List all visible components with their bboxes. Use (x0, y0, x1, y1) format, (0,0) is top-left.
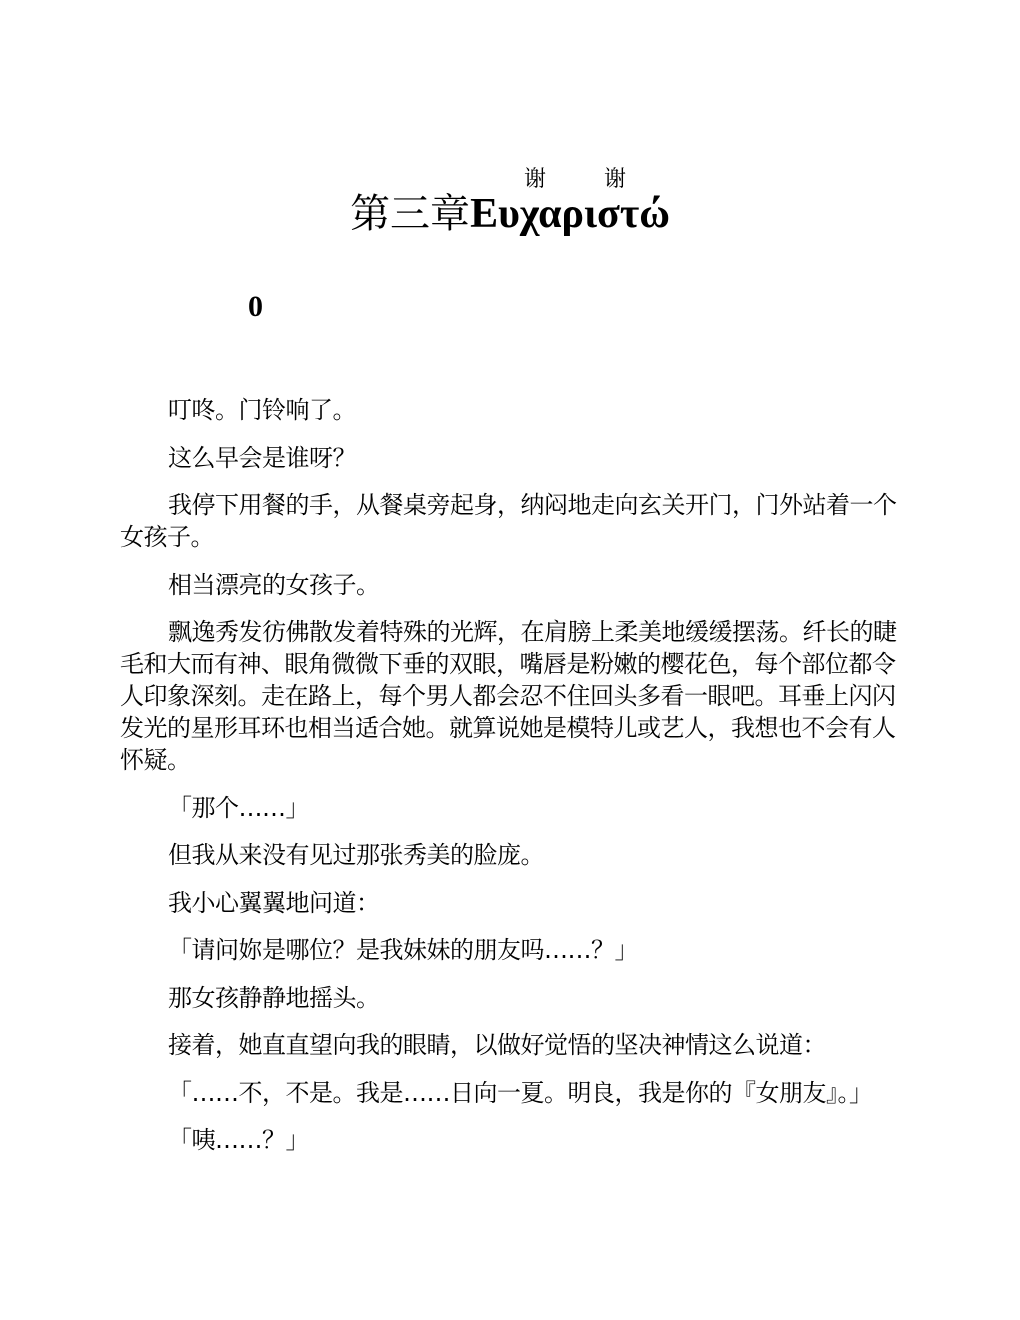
chapter-greek-title: Ευχαριστώ (470, 191, 670, 237)
paragraph: 「咦……？」 (168, 1126, 309, 1154)
paragraph: 「那个……」 (168, 793, 309, 822)
ruby-char: 谢 (603, 167, 626, 192)
paragraph: 那女孩静静地摇头。 (168, 983, 380, 1012)
paragraph: 接着，她直直望向我的眼睛，以做好觉悟的坚决神情这么说道： (168, 1031, 826, 1059)
paragraph: 叮咚。门铃响了。 (168, 396, 356, 424)
paragraph: 我小心翼翼地问道： (168, 888, 380, 917)
chapter-title (0, 188, 1020, 240)
paragraph: 相当漂亮的女孩子。 (168, 570, 380, 599)
paragraph: 「……不，不是。我是……日向一夏。明良，我是你的『女朋友』。」 (168, 1078, 873, 1107)
section-number: 0 (248, 290, 263, 323)
paragraph: 「请问妳是哪位？是我妹妹的朋友吗……？」 (168, 936, 638, 964)
paragraph: 这么早会是谁呀？ (168, 443, 356, 472)
body-text (120, 394, 900, 1172)
chapter-prefix: 第三章 (350, 191, 471, 237)
paragraph: 飘逸秀发彷佛散发着特殊的光辉，在肩膀上柔美地缓缓摆荡。纤长的睫毛和大而有神、眼角微微下垂的双眼，嘴唇是粉嫩的樱花色，每个部位都令人印象深刻。走在路上，每个男人都会忍不住回头多看一眼吧。耳垂上闪闪发光的星形耳环也相当适合她。就算说她是模特儿或艺人，我想也不会有人怀疑。 (120, 618, 897, 774)
paragraph: 但我从来没有见过那张秀美的脸庞。 (168, 841, 544, 869)
ruby-char: 谢 (524, 167, 547, 192)
paragraph: 我停下用餐的手，从餐桌旁起身，纳闷地走向玄关开门，门外站着一个女孩子。 (120, 491, 897, 551)
